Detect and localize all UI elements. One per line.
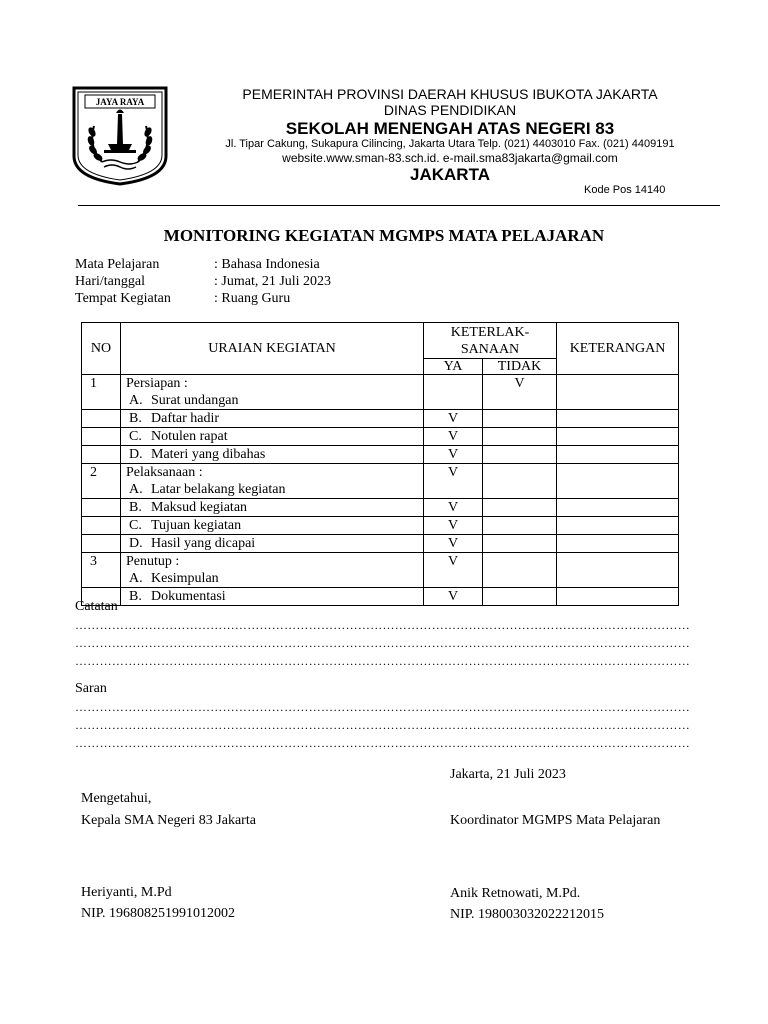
- row-activity: Persiapan : A. Surat undangan: [121, 375, 424, 410]
- table-row: [82, 428, 679, 446]
- monitoring-table: [81, 322, 679, 606]
- row-activity: D. Hasil yang dicapai: [121, 535, 424, 553]
- saran-line: ……………………………………………………………………………………………………………………………………: [75, 700, 690, 714]
- row-ya: V: [424, 588, 483, 606]
- row-ya: V: [424, 535, 483, 553]
- row-no: 1: [82, 375, 121, 410]
- letterhead-contact: website.www.sman-83.sch.id. e-mail.sma83jakarta@gmail.com: [282, 151, 618, 165]
- table-row: [82, 517, 679, 535]
- row-no: [82, 446, 121, 464]
- row-activity: D. Materi yang dibahas: [121, 446, 424, 464]
- header-uraian: URAIAN KEGIATAN: [121, 323, 424, 375]
- table-row: [82, 553, 679, 588]
- row-ya: V: [424, 446, 483, 464]
- catatan-line: ……………………………………………………………………………………………………………………………………: [75, 618, 690, 632]
- saran-line: ……………………………………………………………………………………………………………………………………: [75, 718, 690, 732]
- row-no: [82, 428, 121, 446]
- row-keterangan: [557, 446, 679, 464]
- header-ya: YA: [424, 359, 483, 375]
- info-label: Tempat Kegiatan: [75, 291, 171, 306]
- letterhead-address: Jl. Tipar Cakung, Sukapura Cilincing, Jakarta Utara Telp. (021) 4403010 Fax. (021) 4409191: [225, 138, 675, 150]
- row-ya: V: [424, 464, 483, 499]
- letterhead-divider: [78, 205, 720, 206]
- row-no: [82, 535, 121, 553]
- row-tidak: [483, 535, 557, 553]
- row-no: [82, 499, 121, 517]
- table-row: [82, 375, 679, 410]
- catatan-line: ……………………………………………………………………………………………………………………………………: [75, 654, 690, 668]
- info-value: : Jumat, 21 Juli 2023: [214, 274, 332, 289]
- row-no: [82, 517, 121, 535]
- letterhead-school-name: SEKOLAH MENENGAH ATAS NEGERI 83: [285, 119, 615, 138]
- catatan-label: Catatan: [75, 599, 118, 614]
- header-tidak: TIDAK: [483, 359, 557, 375]
- letterhead-postal-code: Kode Pos 14140: [584, 184, 666, 196]
- row-ya: V: [424, 517, 483, 535]
- table-row: [82, 410, 679, 428]
- row-activity: C. Notulen rapat: [121, 428, 424, 446]
- row-tidak: [483, 410, 557, 428]
- left-signer-role: Kepala SMA Negeri 83 Jakarta: [81, 813, 256, 828]
- header-pelaksanaan: KETERLAK- SANAAN: [424, 323, 557, 359]
- place-date: Jakarta, 21 Juli 2023: [450, 767, 566, 782]
- row-tidak: V: [483, 375, 557, 410]
- row-keterangan: [557, 410, 679, 428]
- info-label: Mata Pelajaran: [75, 257, 160, 272]
- table-row: [82, 535, 679, 553]
- row-activity: Penutup : A. Kesimpulan: [121, 553, 424, 588]
- table-row: [82, 464, 679, 499]
- document-title: MONITORING KEGIATAN MGMPS MATA PELAJARAN: [163, 226, 605, 245]
- row-tidak: [483, 499, 557, 517]
- row-keterangan: [557, 428, 679, 446]
- row-tidak: [483, 428, 557, 446]
- saran-line: ……………………………………………………………………………………………………………………………………: [75, 736, 690, 750]
- row-ya: V: [424, 428, 483, 446]
- info-row: [75, 256, 331, 273]
- row-tidak: [483, 588, 557, 606]
- info-row: [75, 290, 331, 307]
- catatan-line: ……………………………………………………………………………………………………………………………………: [75, 636, 690, 650]
- header-no: NO: [82, 323, 121, 375]
- row-keterangan: [557, 535, 679, 553]
- table-row: [82, 499, 679, 517]
- row-tidak: [483, 553, 557, 588]
- row-keterangan: [557, 588, 679, 606]
- jaya-raya-emblem: [72, 86, 168, 186]
- row-no: 2: [82, 464, 121, 499]
- row-no: 3: [82, 553, 121, 588]
- meeting-info: [75, 256, 331, 307]
- row-keterangan: [557, 464, 679, 499]
- left-signer-name: Heriyanti, M.Pd: [81, 885, 172, 900]
- letterhead-government: PEMERINTAH PROVINSI DAERAH KHUSUS IBUKOTA JAKARTA: [242, 86, 658, 102]
- info-row: [75, 273, 331, 290]
- left-greeting: Mengetahui,: [81, 791, 152, 806]
- svg-text:JAYA RAYA: JAYA RAYA: [95, 97, 145, 107]
- right-signer-role: Koordinator MGMPS Mata Pelajaran: [450, 813, 661, 828]
- row-tidak: [483, 446, 557, 464]
- row-ya: V: [424, 410, 483, 428]
- row-keterangan: [557, 499, 679, 517]
- info-value: : Bahasa Indonesia: [214, 257, 320, 272]
- row-ya: V: [424, 553, 483, 588]
- row-activity: B. Dokumentasi: [121, 588, 424, 606]
- row-no: [82, 410, 121, 428]
- saran-label: Saran: [75, 681, 107, 696]
- row-keterangan: [557, 553, 679, 588]
- row-activity: C. Tujuan kegiatan: [121, 517, 424, 535]
- row-keterangan: [557, 517, 679, 535]
- row-tidak: [483, 464, 557, 499]
- right-signer-nip: NIP. 198003032022212015: [450, 907, 605, 922]
- row-tidak: [483, 517, 557, 535]
- header-keterangan: KETERANGAN: [557, 323, 679, 375]
- letterhead-city: JAKARTA: [410, 165, 490, 184]
- table-row: [82, 446, 679, 464]
- row-activity: B. Maksud kegiatan: [121, 499, 424, 517]
- info-value: : Ruang Guru: [214, 291, 291, 306]
- row-ya: V: [424, 499, 483, 517]
- row-ya: [424, 375, 483, 410]
- info-label: Hari/tanggal: [75, 274, 145, 289]
- left-signer-nip: NIP. 196808251991012002: [81, 906, 236, 921]
- row-keterangan: [557, 375, 679, 410]
- row-activity: Pelaksanaan : A. Latar belakang kegiatan: [121, 464, 424, 499]
- row-activity: B. Daftar hadir: [121, 410, 424, 428]
- right-signer-name: Anik Retnowati, M.Pd.: [450, 886, 581, 901]
- letterhead-department: DINAS PENDIDIKAN: [383, 102, 517, 118]
- table-row: [82, 588, 679, 606]
